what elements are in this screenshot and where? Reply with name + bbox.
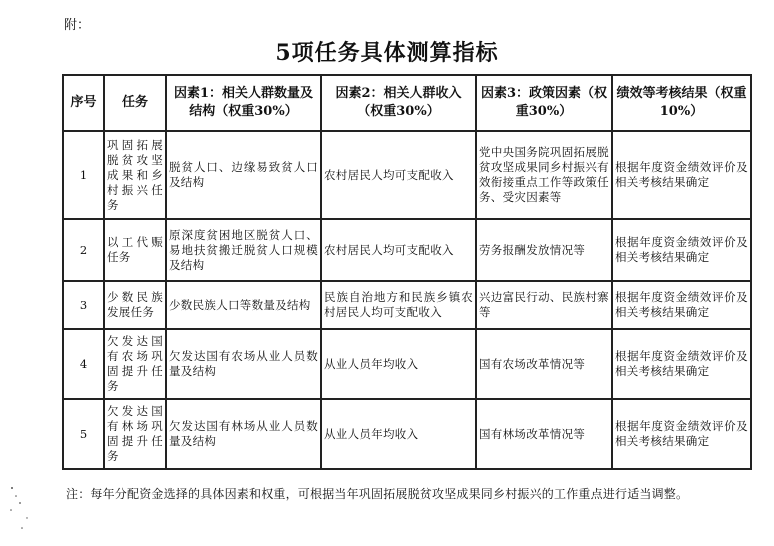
- table-row: [63, 131, 751, 219]
- row-factor2: 农村居民人均可支配收入: [321, 131, 476, 219]
- row-no: 1: [63, 131, 104, 219]
- header-assessment: 绩效等考核结果（权重10%）: [612, 75, 751, 131]
- row-factor1: 原深度贫困地区脱贫人口、易地扶贫搬迁脱贫人口规模及结构: [166, 219, 321, 281]
- table-row: [63, 281, 751, 329]
- row-task: 欠发达国有林场巩固提升任务: [104, 399, 166, 469]
- header-factor1: 因素1：相关人群数量及结构（权重30%）: [166, 75, 321, 131]
- header-factor2: 因素2：相关人群收入（权重30%）: [321, 75, 476, 131]
- row-assessment: 根据年度资金绩效评价及相关考核结果确定: [612, 131, 751, 219]
- attachment-label: 附：: [64, 18, 91, 33]
- row-no: 2: [63, 219, 104, 281]
- row-factor2: 民族自治地方和民族乡镇农村居民人均可支配收入: [321, 281, 476, 329]
- row-no: 4: [63, 329, 104, 399]
- row-factor2: 从业人员年均收入: [321, 399, 476, 469]
- row-no: 3: [63, 281, 104, 329]
- header-no: 序号: [63, 75, 104, 131]
- row-factor1: 欠发达国有农场从业人员数量及结构: [166, 329, 321, 399]
- row-task: 巩固拓展脱贫攻坚成果和乡村振兴任务: [104, 131, 166, 219]
- header-task: 任务: [104, 75, 166, 131]
- row-task: 欠发达国有农场巩固提升任务: [104, 329, 166, 399]
- row-task: 少数民族发展任务: [104, 281, 166, 329]
- row-factor3: 国有农场改革情况等: [476, 329, 612, 399]
- table-row: [63, 219, 751, 281]
- row-assessment: 根据年度资金绩效评价及相关考核结果确定: [612, 281, 751, 329]
- row-assessment: 根据年度资金绩效评价及相关考核结果确定: [612, 399, 751, 469]
- row-factor3: 兴边富民行动、民族村寨等: [476, 281, 612, 329]
- row-factor2: 农村居民人均可支配收入: [321, 219, 476, 281]
- page-title: 5项任务具体测算指标: [275, 40, 499, 66]
- indicator-table: [62, 74, 752, 470]
- row-factor1: 少数民族人口等数量及结构: [166, 281, 321, 329]
- table-row: [63, 399, 751, 469]
- row-factor2: 从业人员年均收入: [321, 329, 476, 399]
- row-task: 以工代赈任务: [104, 219, 166, 281]
- table-row: [63, 329, 751, 399]
- row-factor3: 国有林场改革情况等: [476, 399, 612, 469]
- row-factor3: 党中央国务院巩固拓展脱贫攻坚成果同乡村振兴有效衔接重点工作等政策任务、受灾因素等: [476, 131, 612, 219]
- scan-specks: [0, 470, 40, 540]
- row-no: 5: [63, 399, 104, 469]
- row-factor1: 脱贫人口、边缘易致贫人口及结构: [166, 131, 321, 219]
- footnote: 注：每年分配资金选择的具体因素和权重，可根据当年巩固拓展脱贫攻坚成果同乡村振兴的工作重点进行适当调整。: [66, 487, 689, 501]
- row-factor3: 劳务报酬发放情况等: [476, 219, 612, 281]
- row-factor1: 欠发达国有林场从业人员数量及结构: [166, 399, 321, 469]
- row-assessment: 根据年度资金绩效评价及相关考核结果确定: [612, 329, 751, 399]
- row-assessment: 根据年度资金绩效评价及相关考核结果确定: [612, 219, 751, 281]
- table-header-row: [63, 75, 751, 131]
- header-factor3: 因素3：政策因素（权重30%）: [476, 75, 612, 131]
